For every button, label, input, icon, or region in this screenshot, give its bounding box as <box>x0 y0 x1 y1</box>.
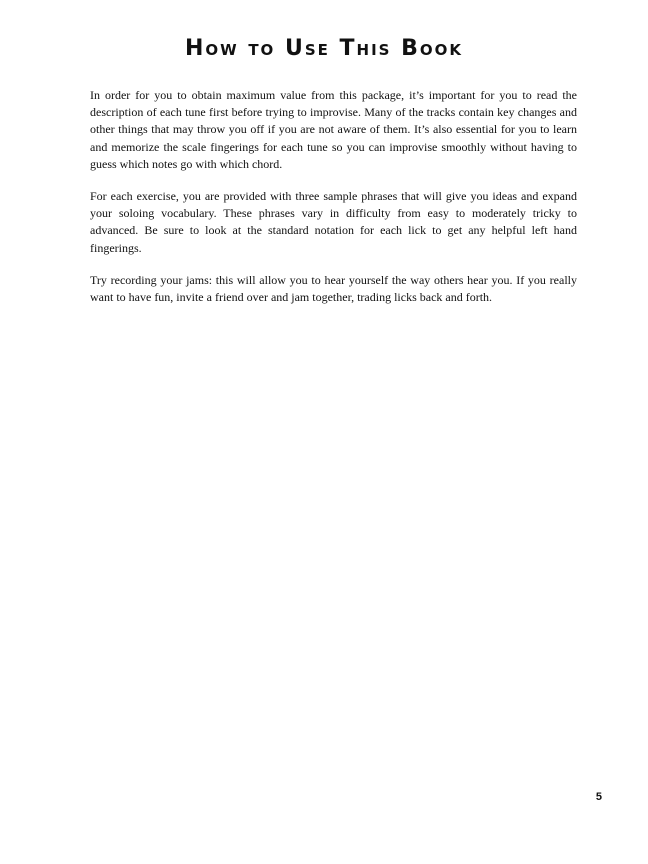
page-number: 5 <box>595 791 602 803</box>
paragraph-2: For each exercise, you are provided with three sample phrases that will give you ideas and expand your soloing vocabulary. These phrases vary in difficulty from easy to moderately tricky to advanced. Be sure to look at the standard notation for each lick to get any helpful left hand fingerings. <box>90 189 577 255</box>
page-title: How to Use This Book <box>184 36 464 61</box>
paragraph-3: Try recording your jams: this will allow you to hear yourself the way others hear you. If you really want to have fun, invite a friend over and jam together, trading licks back and forth. <box>90 272 577 305</box>
body-text <box>90 87 577 321</box>
paragraph-1: In order for you to obtain maximum value from this package, it’s important for you to read the description of each tune first before trying to improvise. Many of the tracks contain key changes and other things that may throw you off if you are not aware of them. It’s also essential for you to learn and memorize the scale fingerings for each tune so you can improvise smoothly without having to guess which notes go with which chord. <box>90 88 577 171</box>
